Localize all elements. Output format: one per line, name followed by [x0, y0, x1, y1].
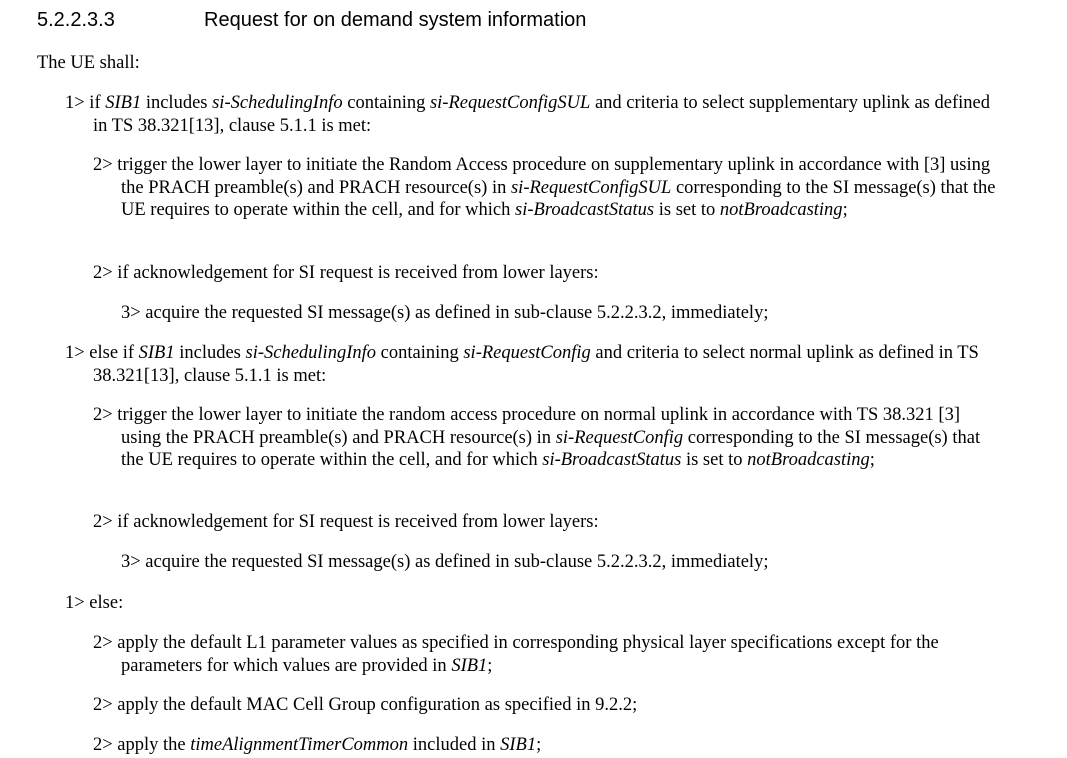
italic-term: si-RequestConfig [463, 343, 591, 363]
text-run: 3> acquire the requested SI message(s) as defined in sub-clause 5.2.2.3.2, immediately; [121, 303, 769, 323]
text-run: is set to [681, 450, 748, 470]
list-item [93, 262, 1001, 285]
italic-term: si-SchedulingInfo [245, 343, 377, 363]
text-run: corresponding to the SI message(s) that the UE requires to operate within the cell, and for which [121, 177, 996, 220]
text-run: 2> trigger the lower layer to initiate the Random Access procedure on supplementary uplink in accordance with [3] using the PRACH preamble(s) and PRACH resource(s) in [93, 155, 991, 198]
italic-term: si-BroadcastStatus [515, 200, 655, 220]
text-run: containing [376, 343, 464, 363]
text-run: 1> else if [65, 343, 139, 363]
text-run: ; [487, 655, 493, 676]
italic-term: SIB1 [451, 655, 488, 676]
text-run: 2> apply the [93, 735, 191, 755]
intro-text: The UE shall: [37, 53, 140, 73]
text-run: is set to [654, 200, 720, 220]
text-run: and criteria to select supplementary uplink as defined in TS 38.321[13], clause 5.1.1 is met: [93, 93, 990, 136]
text-run: 2> trigger the lower layer to initiate the random access procedure on normal uplink in accordance with TS 38.321 [3] using the PRACH preamble(s) and PRACH resource(s) in [93, 405, 960, 448]
italic-term: si-SchedulingInfo [212, 93, 343, 113]
text-run: corresponding to the SI message(s) that the UE requires to operate within the cell, and for which [121, 427, 981, 470]
text-run: ; [842, 200, 848, 220]
list-item [93, 511, 1001, 534]
italic-term: si-RequestConfigSUL [510, 177, 672, 198]
italic-term: notBroadcasting [719, 200, 843, 220]
text-run: includes [141, 93, 213, 113]
text-run: 2> apply the default L1 parameter values as specified in corresponding physical layer specifications except for the parameters for which values are provided in [93, 633, 939, 676]
italic-term: SIB1 [105, 93, 142, 113]
text-run: 1> if [65, 93, 106, 113]
section-title: Request for on demand system information [204, 9, 587, 31]
text-run: 2> if acknowledgement for SI request is received from lower layers: [93, 263, 599, 283]
italic-term: timeAlignmentTimerCommon [190, 735, 409, 755]
section-heading [37, 9, 586, 32]
text-run: ; [536, 735, 542, 755]
italic-term: notBroadcasting [747, 450, 870, 470]
text-run: 2> if acknowledgement for SI request is received from lower layers: [93, 512, 599, 532]
section-number: 5.2.2.3.3 [37, 9, 115, 31]
list-item [93, 694, 1001, 717]
list-item [65, 592, 993, 615]
list-item [93, 734, 1001, 757]
italic-term: SIB1 [500, 735, 537, 755]
list-item [121, 302, 1021, 325]
text-run: included in [408, 735, 501, 755]
text-run: 1> else: [65, 593, 124, 613]
italic-term: si-RequestConfig [555, 427, 684, 448]
text-run: ; [869, 450, 875, 470]
italic-term: SIB1 [138, 343, 175, 363]
list-item [121, 551, 1021, 574]
text-run: containing [342, 93, 430, 113]
list-item [93, 154, 1001, 222]
text-run: includes [174, 343, 246, 363]
list-item [93, 404, 1001, 472]
list-item [93, 632, 1001, 677]
text-run: 2> apply the default MAC Cell Group configuration as specified in 9.2.2; [93, 695, 638, 715]
italic-term: si-BroadcastStatus [542, 450, 682, 470]
italic-term: si-RequestConfigSUL [429, 93, 591, 113]
list-item [65, 342, 993, 387]
text-run: and criteria to select normal uplink as defined in TS 38.321[13], clause 5.1.1 is met: [93, 343, 979, 386]
list-item [65, 92, 993, 137]
text-run: 3> acquire the requested SI message(s) as defined in sub-clause 5.2.2.3.2, immediately; [121, 552, 769, 572]
